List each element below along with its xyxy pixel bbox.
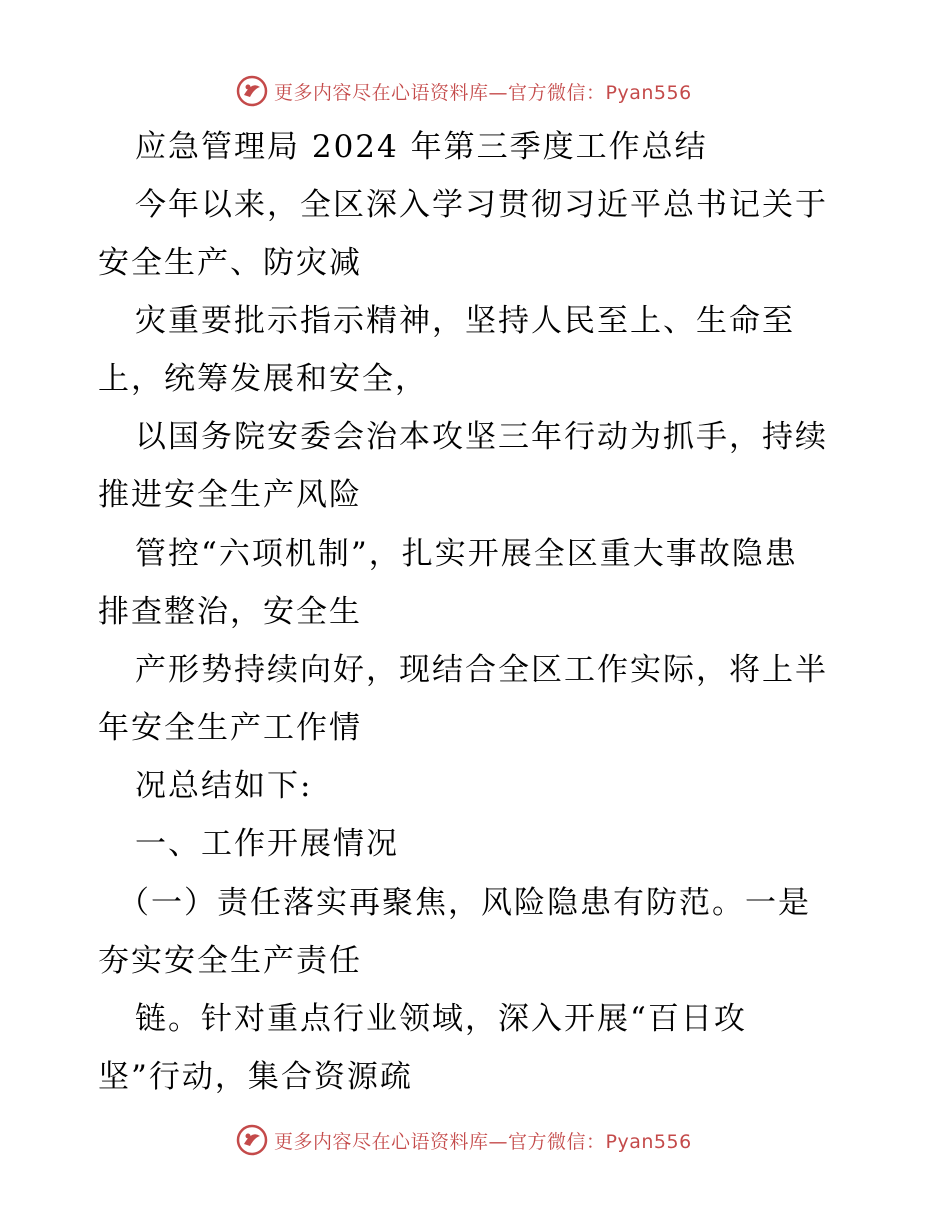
- doc-line: 以国务院安委会治本攻坚三年行动为抓手，持续: [135, 419, 828, 455]
- watermark-header: [236, 74, 692, 108]
- doc-line: 排查整治，安全生: [98, 594, 362, 630]
- doc-line: 况总结如下:: [135, 768, 313, 804]
- doc-line: 坚”行动，集合资源疏: [98, 1059, 413, 1095]
- doc-line: 链。针对重点行业领域，深入开展“百日攻: [135, 1001, 747, 1037]
- doc-line: （一）责任落实再聚焦，风险隐患有防范。一是: [118, 885, 811, 921]
- watermark-text: 更多内容尽在心语资料库—官方微信：Pyan556: [274, 1130, 692, 1153]
- doc-line: 灾重要批示指示精神，坚持人民至上、生命至: [135, 303, 795, 339]
- doc-line: 产形势持续向好，现结合全区工作实际，将上半: [135, 652, 828, 688]
- doc-line: 夯实安全生产责任: [98, 943, 362, 979]
- doc-line: 今年以来，全区深入学习贯彻习近平总书记关于: [135, 187, 828, 223]
- doc-title: 应急管理局 2024 年第三季度工作总结: [135, 129, 708, 165]
- logo-icon: [236, 75, 268, 107]
- watermark-text: 更多内容尽在心语资料库—官方微信：Pyan556: [274, 81, 692, 104]
- doc-line: 上，统筹发展和安全，: [98, 361, 428, 397]
- doc-line: 安全生产、防灾减: [98, 245, 362, 281]
- section-heading: 一、工作开展情况: [135, 826, 399, 862]
- watermark-footer: [236, 1123, 692, 1157]
- doc-line: 推进安全生产风险: [98, 477, 362, 513]
- doc-line: 年安全生产工作情: [98, 710, 362, 746]
- doc-line: 管控“六项机制”，扎实开展全区重大事故隐患: [135, 536, 798, 572]
- logo-icon: [236, 1124, 268, 1156]
